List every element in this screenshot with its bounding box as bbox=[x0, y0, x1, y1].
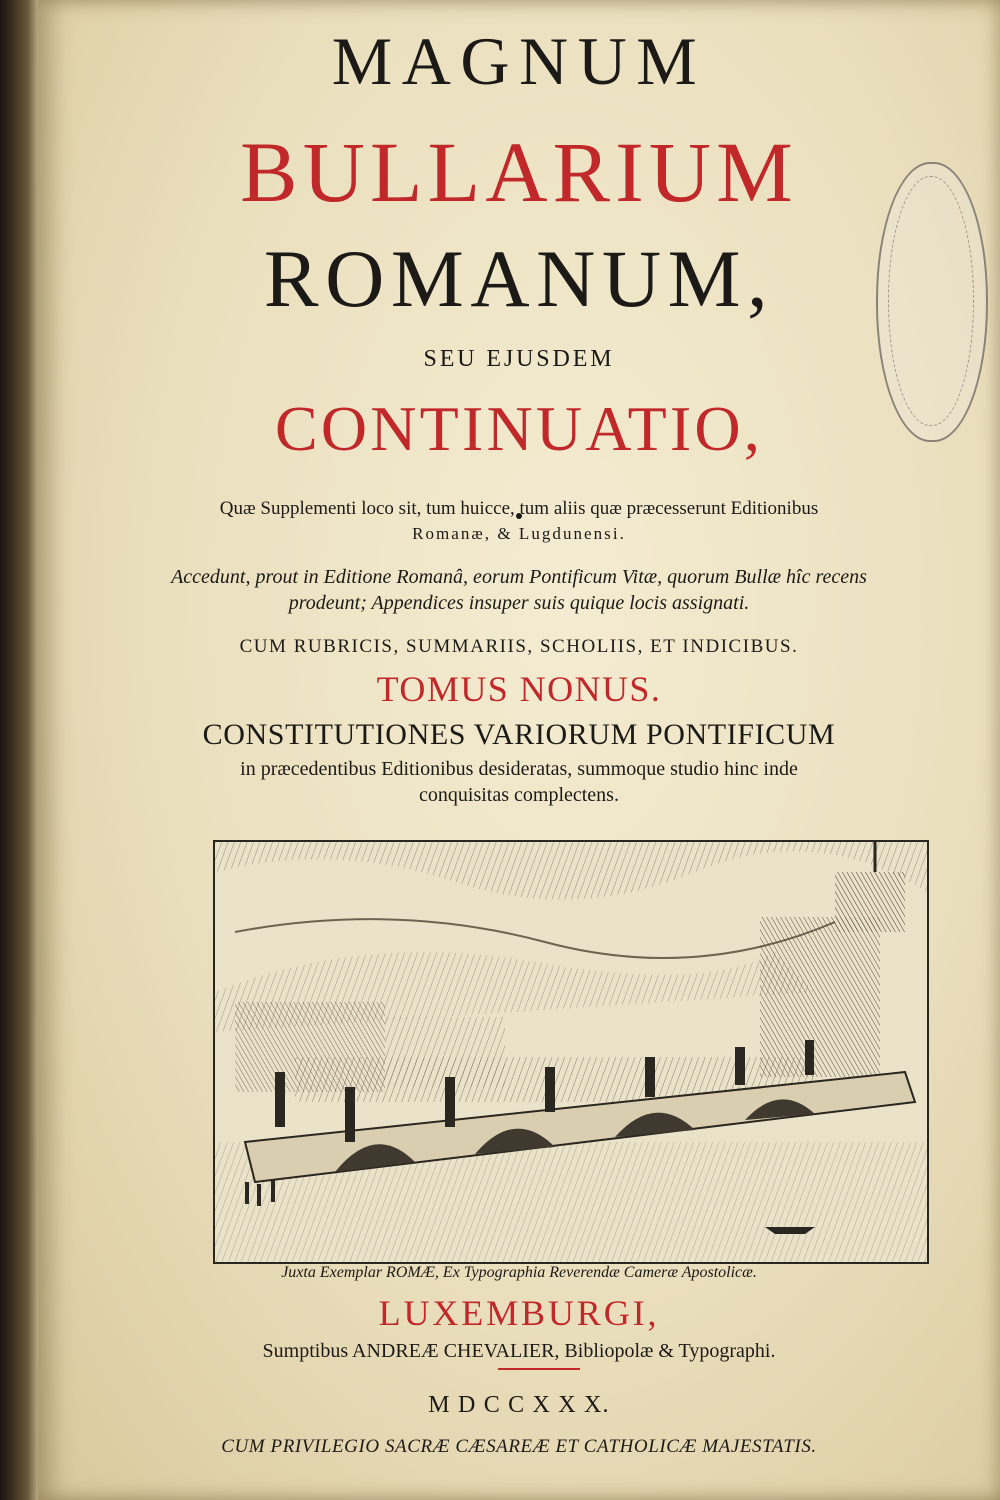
volume-title: TOMUS NONUS. bbox=[376, 669, 662, 709]
book-gutter bbox=[0, 0, 40, 1500]
desiderata-line-1: in præcedentibus Editionibus desideratas, summoque studio hinc inde bbox=[240, 758, 798, 780]
desiderata-line-2: conquisitas complectens. bbox=[419, 784, 619, 806]
supplement-line-2: Romanæ, & Lugdunensi. bbox=[412, 524, 626, 543]
library-stamp bbox=[876, 162, 988, 442]
red-rule bbox=[498, 1368, 580, 1370]
supplement-line-1: Quæ Supplementi loco sit, tum huicce, tum aliis quæ præcesserunt Editionibus bbox=[219, 498, 819, 519]
imprint-year: M D C C X X X. bbox=[428, 1392, 610, 1418]
rubrics-line: CUM RUBRICIS, SUMMARIIS, SCHOLIIS, ET INDICIBUS. bbox=[239, 636, 799, 657]
title-bullarium: BULLARIUM bbox=[240, 124, 798, 220]
subtitle-seu-ejusdem: SEU EJUSDEM bbox=[423, 346, 615, 372]
accedunt-line-2: prodeunt; Appendices insuper suis quique locis assignati. bbox=[288, 592, 750, 614]
privilege-line: CUM PRIVILEGIO SACRÆ CÆSAREÆ ET CATHOLICÆ MAJESTATIS. bbox=[221, 1436, 817, 1457]
publisher-line: Sumptibus ANDREÆ CHEVALIER, Bibliopolæ & Typographi. bbox=[262, 1340, 776, 1362]
accedunt-line-1: Accedunt, prout in Editione Romanâ, eorum Pontificum Vitæ, quorum Bullæ hîc recens bbox=[171, 566, 867, 588]
title-romanum: ROMANUM, bbox=[263, 233, 775, 324]
engraving-caption: Juxta Exemplar ROMÆ, Ex Typographia Reverendæ Cameræ Apostolicæ. bbox=[281, 1264, 757, 1281]
imprint-city: LUXEMBURGI, bbox=[378, 1293, 660, 1333]
constitutiones-line: CONSTITUTIONES VARIORUM PONTIFICUM bbox=[202, 718, 836, 751]
title-continuatio: CONTINUATIO, bbox=[274, 393, 764, 464]
title-page bbox=[38, 0, 1000, 1500]
engraving-castel-santangelo bbox=[213, 840, 929, 1264]
title-magnum: MAGNUM bbox=[331, 23, 707, 99]
